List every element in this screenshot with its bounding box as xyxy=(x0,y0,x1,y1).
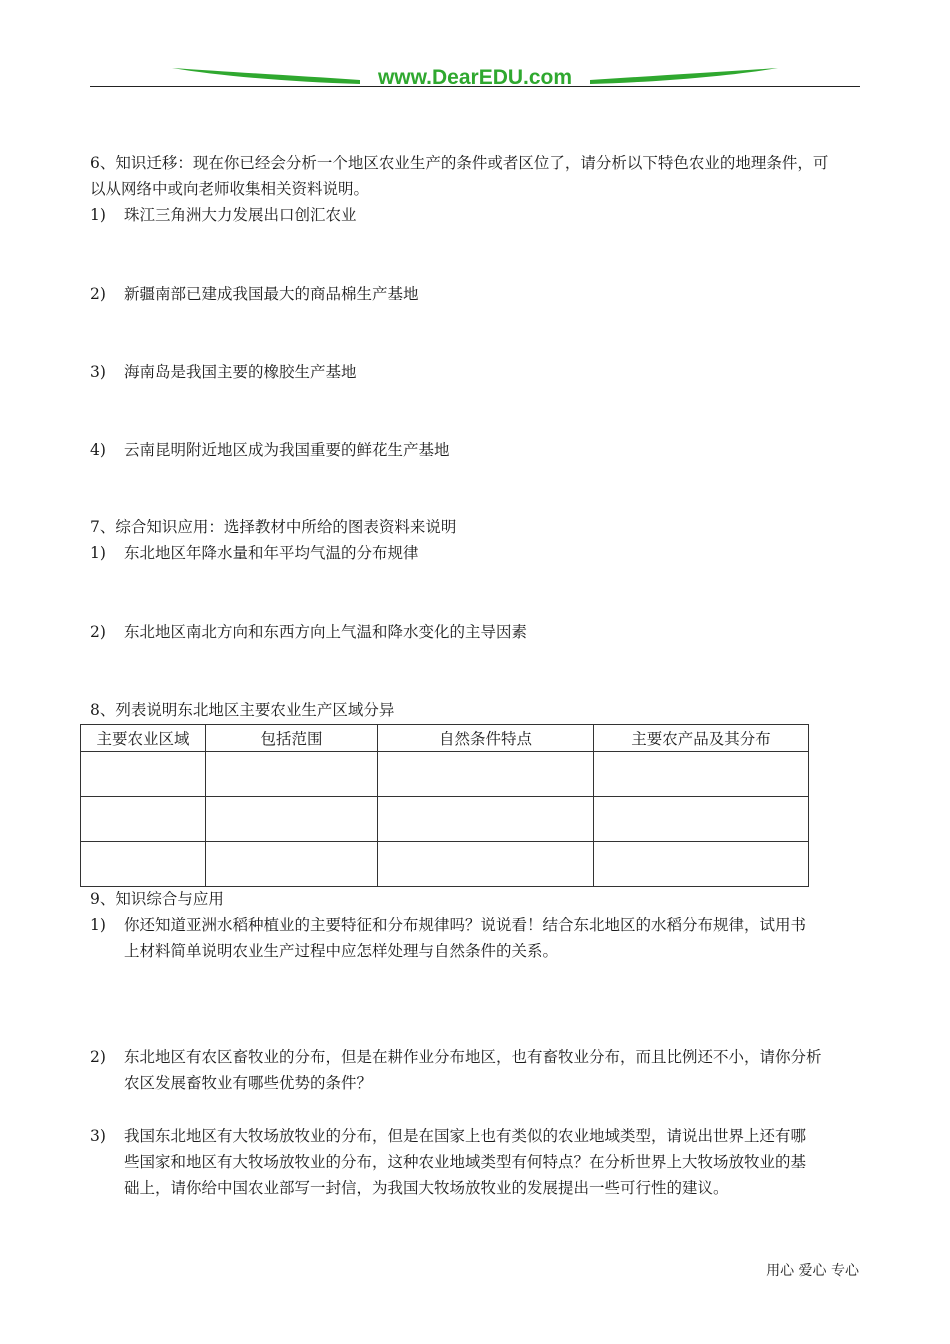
table-header-row xyxy=(81,725,809,752)
table-cell[interactable] xyxy=(378,842,594,887)
item-text-line3: 础上，请你给中国农业部写一封信，为我国大牧场放牧业的发展提出一些可行性的建议。 xyxy=(124,1179,729,1197)
logo-right-swoosh xyxy=(590,68,778,84)
item-number: 2) xyxy=(90,1048,106,1066)
table-cell[interactable] xyxy=(594,797,809,842)
item-text-line2: 上材料简单说明农业生产过程中应怎样处理与自然条件的关系。 xyxy=(124,942,559,960)
page-footer: 用心 爱心 专心 xyxy=(766,1263,859,1279)
table-header-natural-conditions: 自然条件特点 xyxy=(378,725,594,752)
item-text-line1: 你还知道亚洲水稻种植业的主要特征和分布规律吗？说说看！结合东北地区的水稻分布规律，试用书 xyxy=(124,916,807,934)
item-number: 3) xyxy=(90,1127,106,1145)
header-rule xyxy=(90,86,860,87)
table-cell[interactable] xyxy=(206,752,378,797)
item-text: 云南昆明附近地区成为我国重要的鲜花生产基地 xyxy=(124,441,450,459)
item-number: 1) xyxy=(90,206,106,224)
item-number: 2) xyxy=(90,285,106,303)
table-cell[interactable] xyxy=(378,752,594,797)
item-text-line1: 东北地区有农区畜牧业的分布，但是在耕作业分布地区，也有畜牧业分布，而且比例还不小，请你分析 xyxy=(124,1048,822,1066)
table-cell[interactable] xyxy=(594,842,809,887)
item-text: 东北地区年降水量和年平均气温的分布规律 xyxy=(124,544,419,562)
q7-intro: 7、综合知识应用：选择教材中所给的图表资料来说明 xyxy=(90,518,457,536)
logo-left-swoosh xyxy=(172,68,360,84)
table-cell[interactable] xyxy=(206,797,378,842)
table-row xyxy=(81,752,809,797)
table-cell[interactable] xyxy=(594,752,809,797)
item-text: 新疆南部已建成我国最大的商品棉生产基地 xyxy=(124,285,419,303)
item-number: 2) xyxy=(90,623,106,641)
item-number: 1) xyxy=(90,544,106,562)
item-text-line2: 些国家和地区有大牧场放牧业的分布，这种农业地域类型有何特点？在分析世界上大牧场放牧业的基 xyxy=(124,1153,807,1171)
table-row xyxy=(81,842,809,887)
agriculture-region-table xyxy=(80,724,809,887)
item-text: 海南岛是我国主要的橡胶生产基地 xyxy=(124,363,357,381)
table-header-scope: 包括范围 xyxy=(206,725,378,752)
table-cell[interactable] xyxy=(81,752,206,797)
q9-item-3 xyxy=(90,1125,862,1201)
table-row xyxy=(81,797,809,842)
q8-intro: 8、列表说明东北地区主要农业生产区域分异 xyxy=(90,701,395,719)
item-text-line2: 农区发展畜牧业有哪些优势的条件？ xyxy=(124,1074,373,1092)
logo-text: www.DearEDU.com xyxy=(377,66,573,89)
table-cell[interactable] xyxy=(81,797,206,842)
item-number: 3) xyxy=(90,363,106,381)
q9-item-2 xyxy=(90,1046,862,1096)
q9-intro: 9、知识综合与应用 xyxy=(90,890,224,908)
table-cell[interactable] xyxy=(206,842,378,887)
table-cell[interactable] xyxy=(81,842,206,887)
item-number: 1) xyxy=(90,916,106,934)
item-number: 4) xyxy=(90,441,106,459)
table-header-region: 主要农业区域 xyxy=(81,725,206,752)
table-header-products: 主要农产品及其分布 xyxy=(594,725,809,752)
item-text-line1: 我国东北地区有大牧场放牧业的分布，但是在国家上也有类似的农业地域类型，请说出世界上还有哪 xyxy=(124,1127,807,1145)
table-cell[interactable] xyxy=(378,797,594,842)
site-logo xyxy=(170,58,780,94)
item-text: 东北地区南北方向和东西方向上气温和降水变化的主导因素 xyxy=(124,623,528,641)
q9-item-1 xyxy=(90,914,862,964)
q6-intro-line2: 以从网络中或向老师收集相关资料说明。 xyxy=(90,180,370,198)
q6-intro-line1: 6、知识迁移：现在你已经会分析一个地区农业生产的条件或者区位了，请分析以下特色农业的地理条件，可 xyxy=(90,154,829,172)
item-text: 珠江三角洲大力发展出口创汇农业 xyxy=(124,206,357,224)
